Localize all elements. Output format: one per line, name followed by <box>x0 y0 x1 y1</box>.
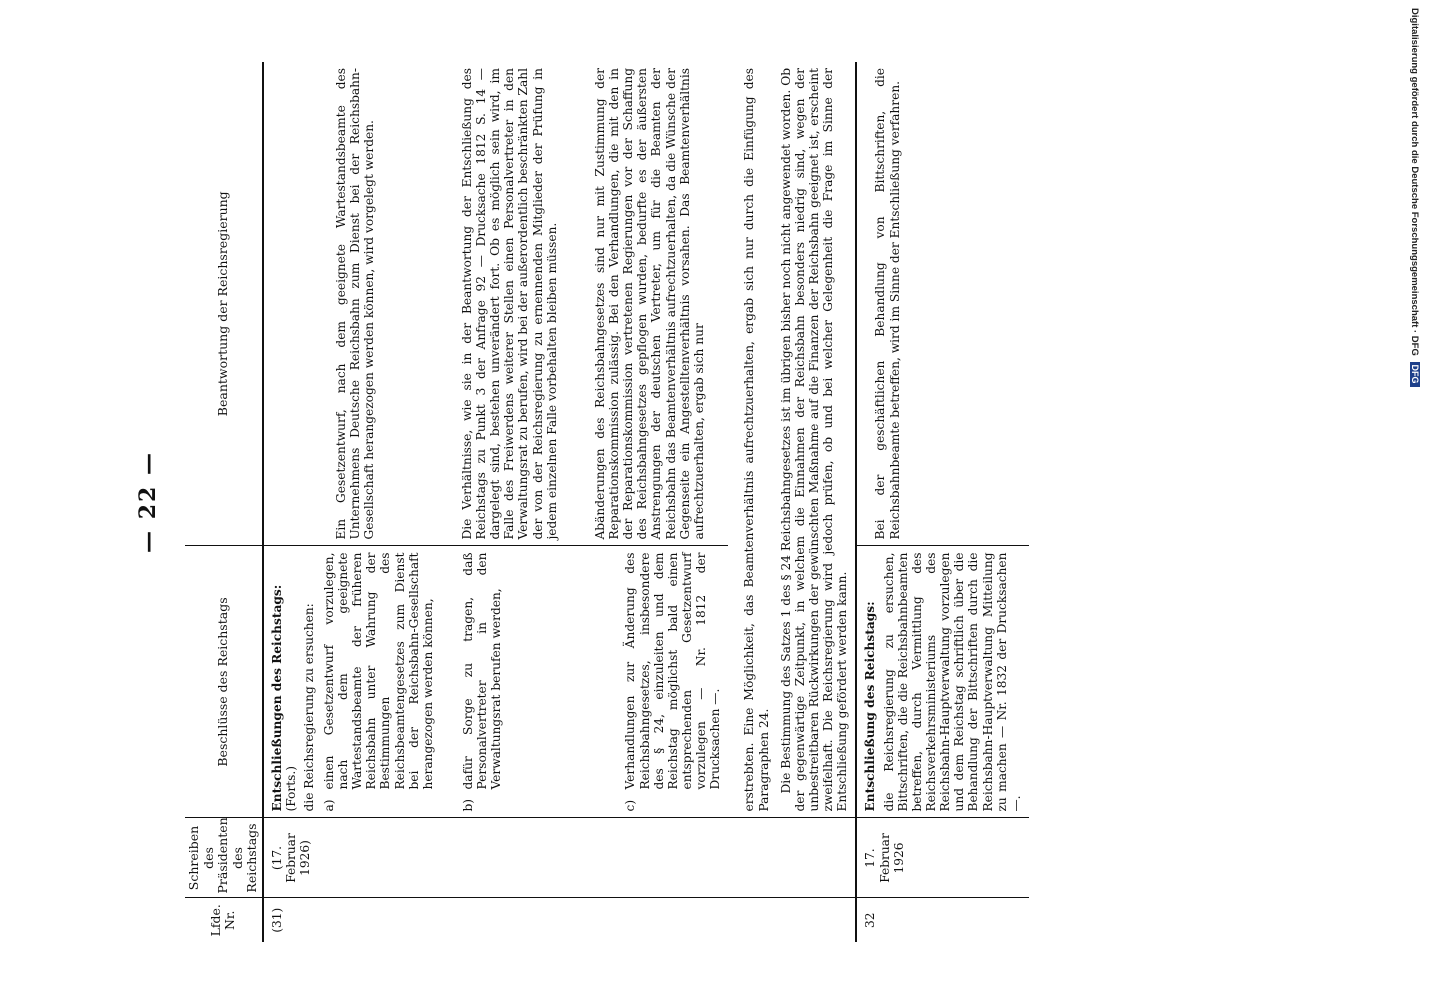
row31-heading-note: (Forts.) <box>283 766 298 812</box>
page-number: — 22 — <box>135 451 161 553</box>
table-row-31-continuation <box>728 62 856 942</box>
funding-note <box>1406 8 1420 398</box>
rotated-page <box>125 62 1295 942</box>
row31-continuation-1: erstrebten. Eine Möglichkeit, das Beamtenverhältnis aufrechtzuerhalten, ergab sich nur durch die Einfügung des Paragraphen 24. <box>742 68 771 812</box>
header-beantwortung: Beantwortung der Reichsregierung <box>185 62 263 546</box>
row31-item-c <box>623 553 722 812</box>
empty-cell <box>728 898 856 942</box>
table-row-31 <box>263 62 729 942</box>
row32-resolution <box>856 546 1029 818</box>
row31-heading: Entschließungen des Reichstags: <box>269 584 284 812</box>
table-row-32 <box>856 62 1029 942</box>
row31-intro: die Reichsregierung zu ersuchen: <box>301 603 316 812</box>
item-text: dafür Sorge zu tragen, daß Personalvertreter in den Verwaltungsrat berufen werden, <box>461 552 504 790</box>
row31-answer-b: Die Verhältnisse, wie sie in der Beantwortung der Entschließung des Reichstags zu Punkt 3 der Anfrage 92 — Drucksache 1812 S. 14 — dargelegt sind, bestehen unverändert fort. Ob es möglich sein wird, im Falle des Freiwerdens weiterer Stellen einen Personalvertreter in den Verwaltungsrat zu berufen, wird bei der außerordentlich beschränkten Zahl der von der Reichsregierung zu ernennenden Mitglieder der Prüfung in jedem einzelnen Falle vorbehalten bleiben müssen. <box>459 68 559 540</box>
item-text: Verhandlungen zur Änderung des Reichsbahngesetzes, insbesondere des § 24, einzuleiten und dem Reichstag möglichst bald einen entsprechenden Gesetzentwurf vorzulegen — Nr. 1812 der Drucksachen —. <box>623 552 723 790</box>
item-text: einen Gesetzentwurf vorzulegen, nach dem geeignete Wartestandsbeamte der früheren Reichsbahn unter Wahrung der Bestimmungen des Reichsbeamtengesetzes zum Dienst bei der Reichsbahn-Gesellschaft herangezogen werden können, <box>321 552 435 790</box>
row32-answer: Bei der geschäftlichen Behandlung von Bittschriften, die Reichsbahnbeamte betreffen, wird im Sinne der Entschließung verfahren. <box>873 68 902 540</box>
header-beschluesse: Beschlüsse des Reichstags <box>185 546 263 818</box>
item-label: c) <box>623 799 638 812</box>
row31-resolution <box>263 546 729 818</box>
table-header-row <box>185 62 263 942</box>
row31-answer-c: Abänderungen des Reichsbahngesetzes sind nur mit Zustimmung der Reparationskommission zulässig. Bei den Verhandlungen, die mit den in der Reparationskommission vertretenen Regierungen vor der Schaffung des Reichsbahngesetzes gepflogen wurden, bedurfte es der äußersten Anstrengungen der deutschen Vertreter, um für die Beamten der Reichsbahn das Beamtenverhältnis aufrechtzuerhalten, da die Wünsche der Gegenseite ein Angestelltenverhältnis vorsahen. Das Beamtenverhältnis aufrechtzuerhalten, ergab sich nur <box>592 68 706 540</box>
row32-number: 32 <box>856 898 1029 942</box>
row31-continuation <box>728 62 856 818</box>
row31-answers <box>263 62 729 546</box>
dfg-logo: DFG <box>1410 362 1420 387</box>
row31-item-a <box>322 553 435 812</box>
row32-text: die Reichsregierung zu ersuchen, Bittschriften, die die Reichsbahnbeamten betreffen, durch Vermittlung des Reichsverkehrsministeriums des Reichsbahn-Hauptverwaltung vorzulegen und dem Reichstag schriftlich über die Behandlung der Bittschriften durch die Reichsbahn-Hauptverwaltung Mitteilung zu machen — Nr. 1832 der Drucksachen —. <box>881 552 1023 812</box>
resolutions-table <box>185 62 1029 942</box>
row32-heading: Entschließung des Reichstags: <box>863 601 878 812</box>
item-label: b) <box>461 798 476 812</box>
row31-date: (17. Februar 1926) <box>263 818 729 898</box>
row31-answer-a: Ein Gesetzentwurf, nach dem geeignete Wartestandsbeamte des Unternehmens Deutsche Reichsbahn zum Dienst bei der Reichsbahn-Gesellschaft herangezogen werden können, wird vorgelegt werden. <box>333 68 376 540</box>
funding-text: Digitalisierung gefördert durch die Deutsche Forschungsgemeinschaft · DFG <box>1409 8 1420 356</box>
row32-answer-cell <box>856 62 1029 546</box>
row31-continuation-2: Die Bestimmung des Satzes 1 des § 24 Reichsbahngesetzes ist im übrigen bisher noch nicht angewendet worden. Ob der gegenwärtige Zeitpunkt, in welchem die Einnahmen der Reichsbahn besonders niedrig sind, wegen der unbestreitbaren Rückwirkungen der gewünschten Maßnahme auf die Finanzen der Reichsbahn geeignet ist, erscheint zweifelhaft. Die Reichsregierung wird jedoch prüfen, ob und bei welcher Gelegenheit die Frage im Sinne der Entschließung gefördert werden kann. <box>778 68 850 812</box>
row31-number: (31) <box>269 907 284 933</box>
empty-cell <box>728 818 856 898</box>
item-label: a) <box>321 799 336 812</box>
row31-item-b <box>461 553 503 812</box>
header-schreiben: Schreiben des Präsidenten des Reichstags <box>185 818 263 898</box>
header-lfd-nr: Lfde. Nr. <box>185 898 263 942</box>
row32-date: 17. Februar 1926 <box>856 818 1029 898</box>
